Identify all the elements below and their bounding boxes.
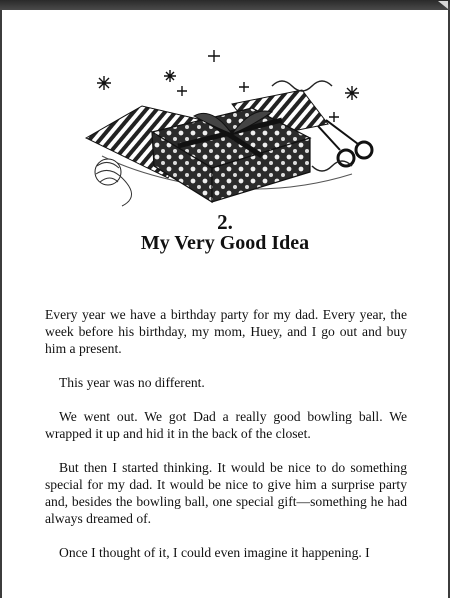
paragraph: Every year we have a birthday party for my dad. Every year, the week before his birthday, my mom, Huey, and I go out and buy him a present. (45, 307, 407, 356)
paragraph: Once I thought of it, I could even imagine it happening. I (59, 545, 370, 560)
viewer-top-bar (0, 0, 450, 10)
chapter-number: 2. (217, 210, 233, 234)
chapter-title: My Very Good Idea (140, 232, 310, 254)
paragraph: We went out. We got Dad a really good bowling ball. We wrapped it up and hid it in the back of the closet. (45, 409, 407, 441)
paragraph: But then I started thinking. It would be nice to do something special for my dad. It would be nice to give him a surprise party and, besides the bowling ball, one special gift—something he had always dreamed of. (45, 460, 407, 526)
page-corner-icon[interactable] (438, 1, 448, 9)
gift-box-illustration (82, 46, 382, 210)
book-page (2, 10, 448, 598)
paragraph: This year was no different. (59, 375, 205, 390)
chapter-body (45, 306, 407, 578)
